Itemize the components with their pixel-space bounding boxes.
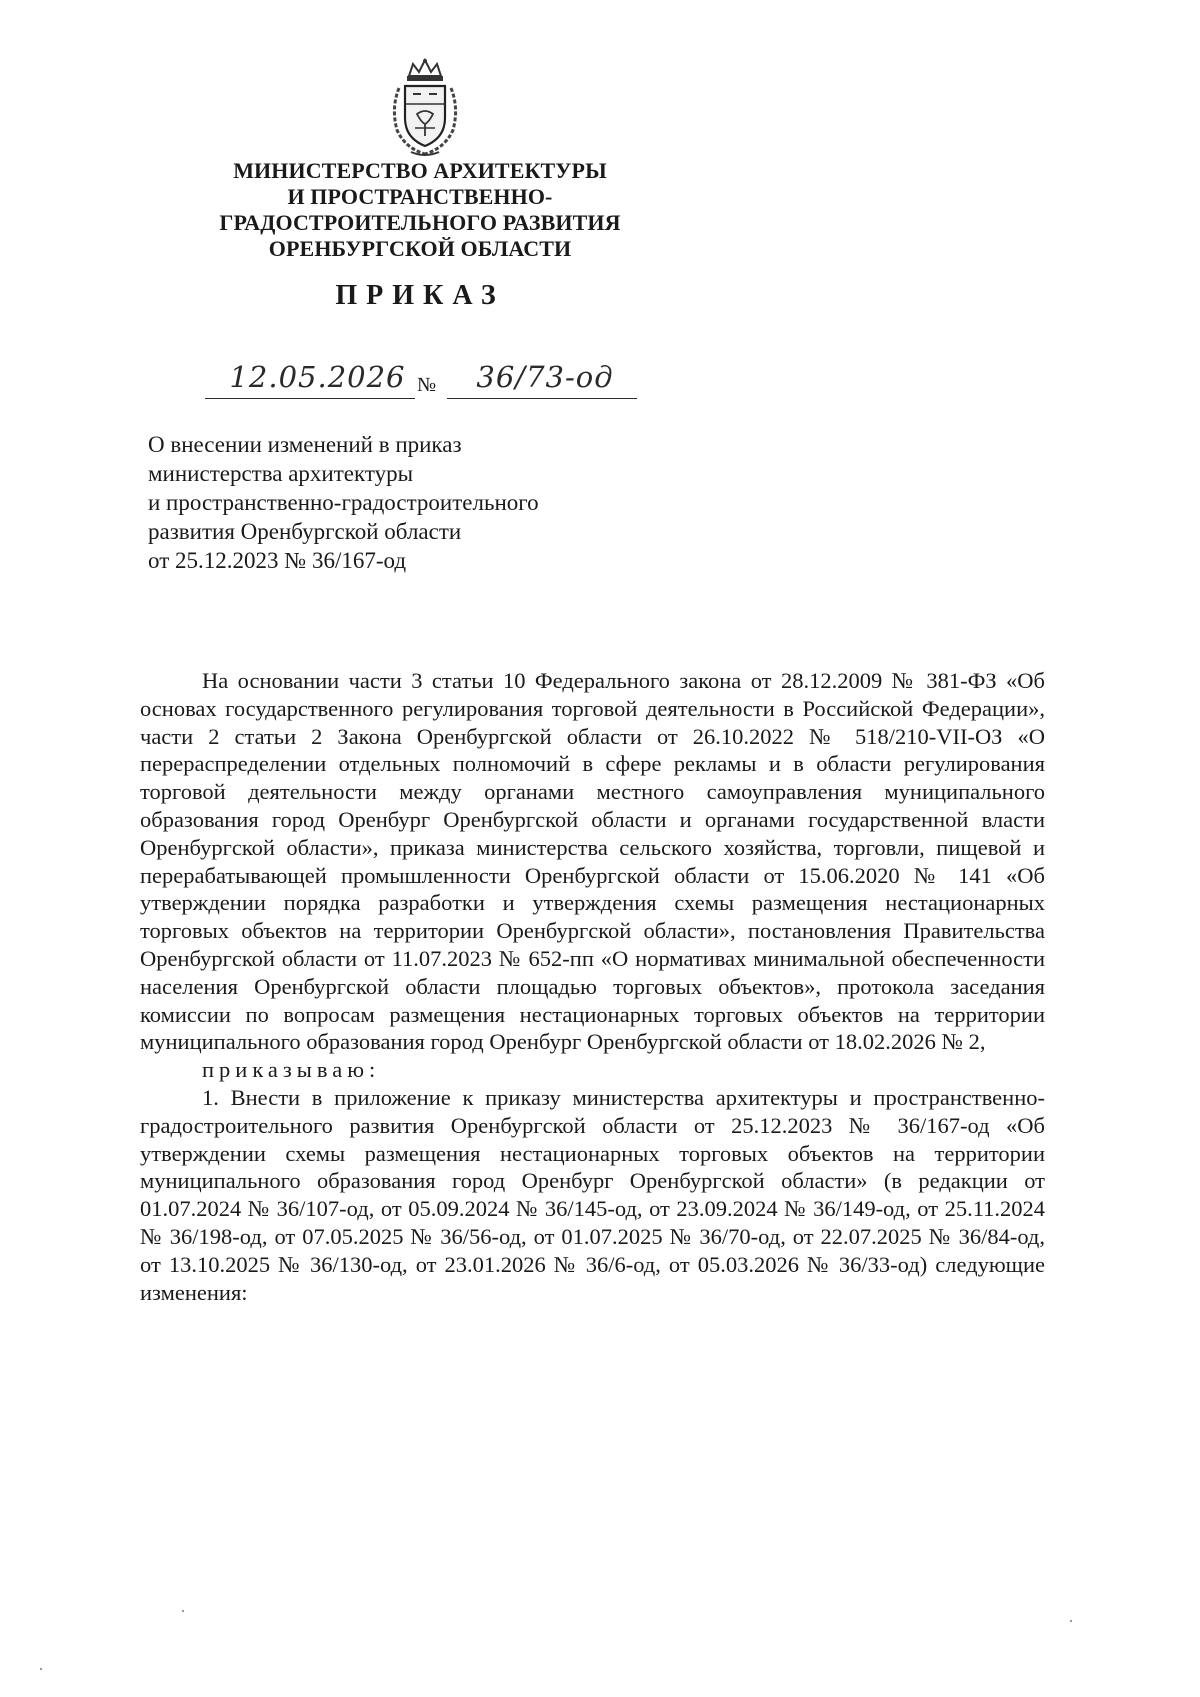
ministry-header xyxy=(150,158,690,262)
handwritten-number: 36/73-од xyxy=(476,360,614,394)
number-underline xyxy=(447,398,637,399)
subject-line: министерства архитектуры xyxy=(148,461,414,486)
ministry-name-line: МИНИСТЕРСТВО АРХИТЕКТУРЫ xyxy=(233,158,607,183)
scan-speck xyxy=(40,1668,42,1670)
preamble-paragraph: На основании части 3 статьи 10 Федерального закона от 28.12.2009 № 381-ФЗ «Об основах государственного регулирования торговой деятельности в Российской Федерации», части 2 статьи 2 Закона Оренбургской области от 26.10.2022 № 518/210-VII-ОЗ «О перераспределении отдельных полномочий в сфере рекламы и в области регулирования торговой деятельности между органами местного самоуправления муниципального образования город Оренбург Оренбургской области и органами государственной власти Оренбургской области», приказа министерства сельского хозяйства, торговли, пищевой и перерабатывающей промышленности Оренбургской области от 15.06.2020 № 141 «Об утверждении порядка разработки и утверждения схемы размещения нестационарных торговых объектов на территории Оренбургской области», постановления Правительства Оренбургской области от 11.07.2023 № 652-пп «О нормативах минимальной обеспеченности населения Оренбургской области площадью торговых объектов», протокола заседания комиссии по вопросам размещения нестационарных торговых объектов на территории муниципального образования город Оренбург Оренбургской области от 18.02.2026 № 2, xyxy=(140,668,1045,1055)
ministry-name-line: И ПРОСТРАНСТВЕННО- xyxy=(287,184,553,209)
ministry-name-line: ОРЕНБУРГСКОЙ ОБЛАСТИ xyxy=(268,236,572,261)
scan-speck xyxy=(182,1610,184,1612)
subject-line: и пространственно-градостроительного xyxy=(148,490,539,515)
coat-of-arms-icon xyxy=(385,58,465,158)
ministry-name-line: ГРАДОСТРОИТЕЛЬНОГО РАЗВИТИЯ xyxy=(219,210,621,235)
document-type-title: ПРИКАЗ xyxy=(335,280,505,311)
subject-line: развития Оренбургской области xyxy=(148,519,462,544)
document-body xyxy=(140,667,1045,1306)
order-verb: приказываю: xyxy=(202,1057,381,1083)
date-underline xyxy=(205,398,415,399)
item-1-paragraph: 1. Внести в приложение к приказу министерства архитектуры и пространственно-градостроительного развития Оренбургской области от 25.12.2023 № 36/167-од «Об утверждении схемы размещения нестационарных торговых объектов на территории муниципального образования город Оренбург Оренбургской области» (в редакции от 01.07.2024 № 36/107-од, от 05.09.2024 № 36/145-од, от 23.09.2024 № 36/149-од, от 25.11.2024 № 36/198-од, от 07.05.2025 № 36/56-од, от 01.07.2025 № 36/70-од, от 22.07.2025 № 36/84-од, от 13.10.2025 № 36/130-од, от 23.01.2026 № 36/6-од, от 05.03.2026 № 36/33-од) следующие изменения: xyxy=(140,1084,1045,1305)
subject-block xyxy=(148,430,708,575)
registration-line xyxy=(205,360,645,420)
subject-line: О внесении изменений в приказ xyxy=(148,432,462,457)
number-sign: № xyxy=(417,374,437,396)
subject-line: от 25.12.2023 № 36/167-од xyxy=(148,548,407,573)
scan-speck xyxy=(1070,1620,1072,1622)
handwritten-date: 12.05.2026 xyxy=(229,360,406,394)
